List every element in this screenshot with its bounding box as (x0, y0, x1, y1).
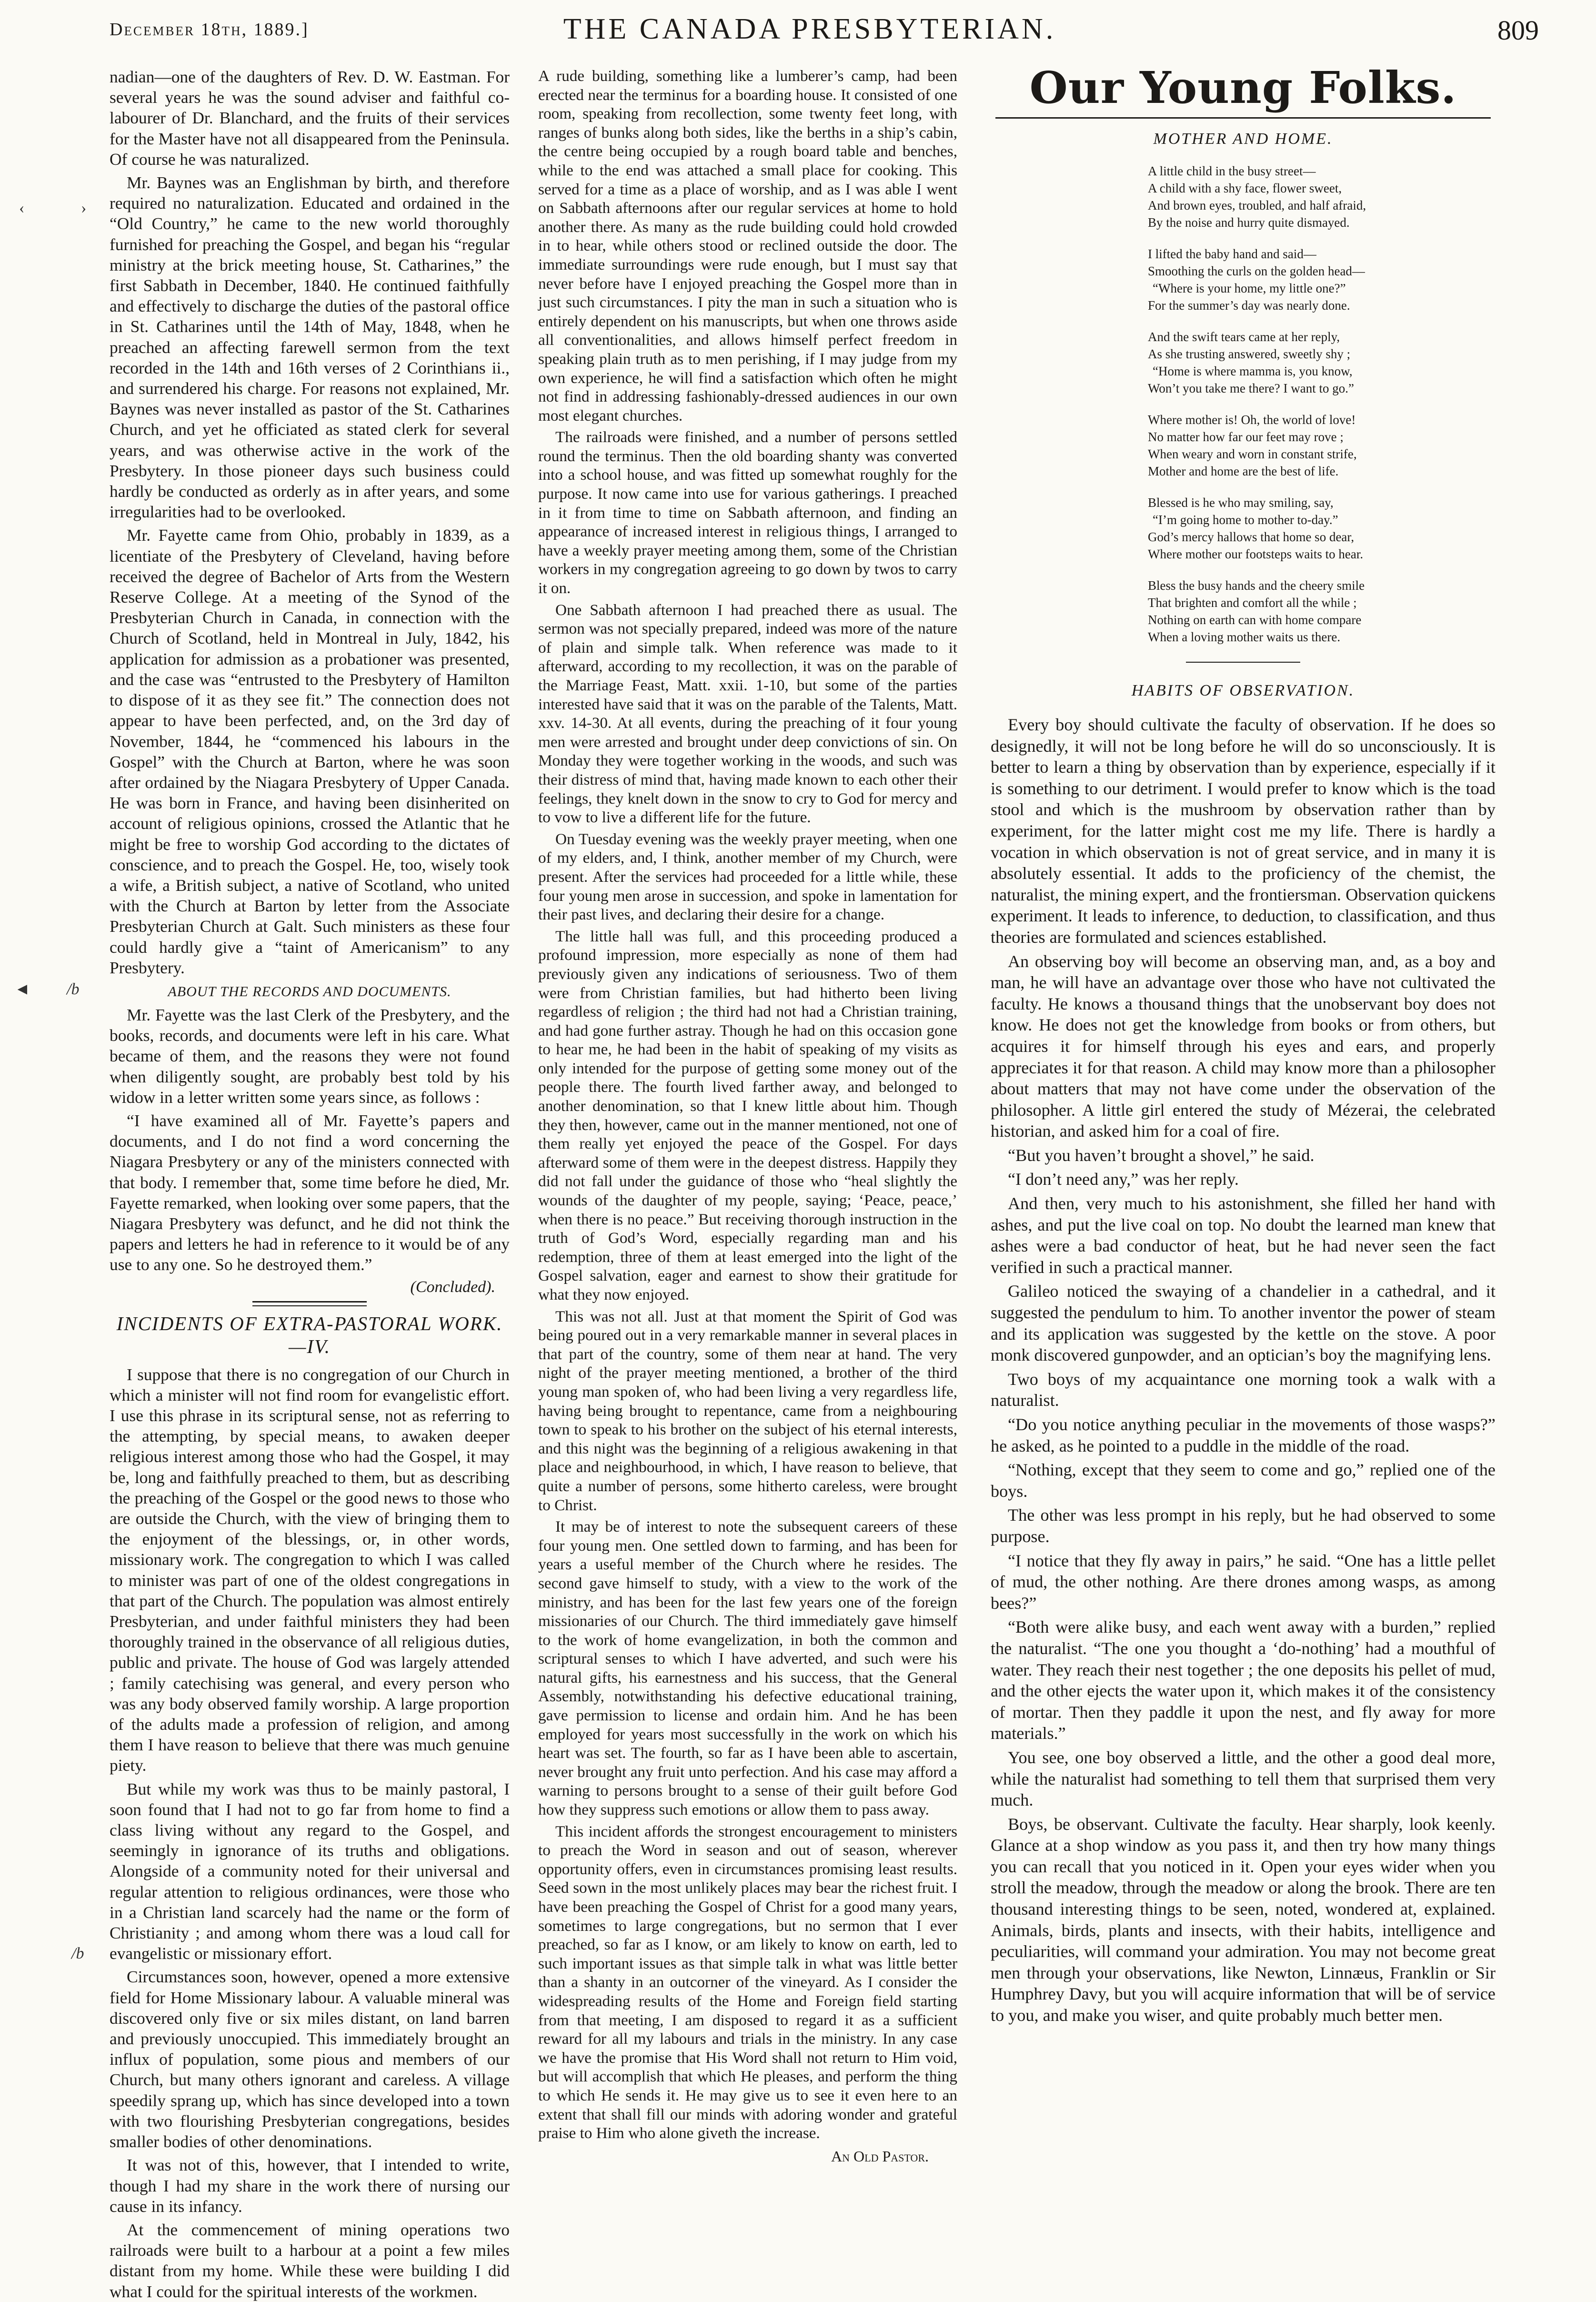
poem-stanza (1148, 577, 1481, 646)
poem-line: And brown eyes, troubled, and half afraid, (1148, 198, 1366, 212)
poem-line: By the noise and hurry quite dismayed. (1148, 215, 1350, 230)
poem-line: A little child in the busy street— (1148, 164, 1316, 178)
poem-line: Where mother our footsteps waits to hear. (1148, 547, 1364, 561)
page-header (0, 0, 1596, 57)
poem-line: As she trusting answered, sweetly shy ; (1148, 347, 1351, 361)
paragraph: And then, very much to his astonishment, she filled her hand with ashes, and put the live coal on top. No doubt the learned man knew that ashes were a bad conductor of heat, but he had never seen the fact verified in such a practical manner. (991, 1194, 1496, 1277)
margin-arrow-mark: ◄ (14, 980, 30, 998)
paragraph: The little hall was full, and this proceeding produced a profound impression, more especially as none of them had previously given any indications of seriousness. Two of them were from Christian families, but had hitherto been living regardless of religion ; the third had not had a Christian training, and had gone further astray. Though he had on this occasion gone to hear me, he had been in the habit of speaking of my visits as only intended for the purpose of getting some money out of the people there. The fourth lived farther away, and belonged to another denomination, so that I knew little about him. Though they then, however, came out in the manner mentioned, not one of them really yet enjoyed the peace of the Gospel. For days afterward some of them were in the deepest distress. Happily they did not fall under the guidance of those who “heal slightly the wounds of the daughter of my people, saying; ‘Peace, peace,’ when there is no peace.” But receiving thorough instruction in the truth of God’s Word, especially regarding man and his redemption, three of them at least emerged into the light of the Gospel salvation, eager and earnest to show their gratitude for what they now enjoyed. (538, 927, 957, 1303)
column-middle (538, 67, 957, 2165)
paragraph: “Nothing, except that they seem to come and go,” replied one of the boys. (991, 1460, 1496, 1501)
poem-line: Smoothing the curls on the golden head— (1148, 264, 1365, 278)
paragraph: On Tuesday evening was the weekly prayer meeting, when one of my elders, and, I think, another member of my Church, were present. After the services had proceeded for a little while, these four young men arose in succession, and spoke in lamentation for their past lives, and declaring their desire for a change. (538, 830, 957, 924)
paragraph: nadian—one of the daughters of Rev. D. W. Eastman. For several years he was the sound adviser and faithful co-labourer of Dr. Blanchard, and the fruits of their services for the Master have not all disappeared from the Peninsula. Of course he was naturalized. (110, 67, 510, 169)
paragraph: You see, one boy observed a little, and the other a good deal more, while the naturalist had something to tell them that surprised them very much. (991, 1747, 1496, 1810)
paragraph: Circumstances soon, however, opened a more extensive field for Home Missionary labour. A valuable mineral was discovered only five or six miles distant, on land barren and previously unoccupied. This immediately brought an influx of population, some pious and members of our Church, but many others ignorant and careless. A village speedily sprang up, which has since developed into a town with two flourishing Presbyterian congregations, besides smaller bodies of other denominations. (110, 1967, 510, 2151)
author-signature: An Old Pastor. (831, 2147, 929, 2165)
divider-rule (1186, 662, 1300, 663)
paragraph: “Do you notice anything peculiar in the movements of those wasps?” he asked, as he pointed to a puddle in the middle of the road. (991, 1415, 1496, 1455)
poem-stanza (1148, 411, 1481, 480)
paragraph: Mr. Fayette was the last Clerk of the Presbytery, and the books, records, and documents were left in his care. What became of them, and the reasons they were not found when diligently sought, are probably best told by his widow in a letter written some years since, as follows : (110, 1005, 510, 1107)
margin-mark: /b (67, 980, 80, 998)
poem-line: That brighten and comfort all the while ; (1148, 596, 1357, 610)
paragraph: Mr. Baynes was an Englishman by birth, and therefore required no naturalization. Educated and ordained in the “Old Country,” he came to the new world thoroughly furnished for preaching the Gospel, and began his “regular ministry at the brick meeting house, St. Catharines,” the first Sabbath in December, 1840. He continued faithfully and effectively to discharge the duties of the pastoral office in St. Catharines until the 14th of May, 1848, when he preached an affecting farewell sermon from the text recorded in the 14th and 16th verses of 2 Corinthians ii., and surrendered his charge. For reasons not explained, Mr. Baynes was never installed as pastor of the St. Catharines Church, and yet he officiated as stated clerk for several years, and was otherwise active in the work of the Presbytery. In those pioneer days such business could hardly be conducted as orderly as in after years, and some irregularities had to be overlooked. (110, 173, 510, 522)
paragraph: It may be of interest to note the subsequent careers of these four young men. One settled down to farming, and has been for years a useful member of the Church where he resides. The second gave himself to study, with a view to the work of the ministry, and has been for the last few years one of the foreign missionaries of our Church. The third immediately gave himself to the work of home evangelization, in both the common and scriptural senses to which I have adverted, and such were his natural gifts, his earnestness and his success, that the General Assembly, notwithstanding his defective educational training, gave permission to license and ordain him. And he has been employed for years most successfully in the work on which his heart was set. The fourth, so far as I have been able to ascertain, never brought any fruit unto perfection. And his case may afford a warning to persons brought to a sense of their guilt before God how they suppress such emotions or allow them to pass away. (538, 1518, 957, 1819)
poem-stanza (1148, 494, 1481, 563)
poem-line: “Home is where mamma is, you know, (1153, 364, 1353, 378)
paragraph: “But you haven’t brought a shovel,” he said. (1008, 1145, 1315, 1165)
poem-line: For the summer’s day was nearly done. (1148, 298, 1350, 313)
poem-line: And the swift tears came at her reply, (1148, 330, 1340, 344)
article-title: HABITS OF OBSERVATION. (1131, 682, 1355, 699)
margin-mark: ‹ (19, 199, 25, 217)
poem-stanza (1148, 328, 1481, 397)
paragraph: One Sabbath afternoon I had preached there as usual. The sermon was not specially prepared, indeed was more of the nature of plain and simple talk. When reference was made to it afterward, according to my recollection, it was on the parable of the Marriage Feast, Matt. xxii. 1-10, but some of the parties interested have said that it was on the parable of the Talents, Matt. xxv. 14-30. At all events, during the preaching of it four young men were arrested and brought under deep convictions of sin. On Monday they were together working in the woods, and such was their distress of mind that, having made known to each other their feelings, they knelt down in the snow to cry to God for mercy and to vow to live a different life for the future. (538, 601, 957, 827)
divider-rule (252, 1305, 367, 1306)
paragraph: Boys, be observant. Cultivate the faculty. Hear sharply, look keenly. Glance at a shop window as you pass it, and then try how many things you can recall that you noticed in it. Open your eyes wider when you stroll the meadow, through the meadow or along the brook. There are ten thousand interesting things to be seen, noted, wondered at, explained. Animals, birds, plants and insects, with their habits, intelligence and peculiarities, will command your admiration. You may not become great men through your observations, like Newton, Linnæus, Franklin or Sir Humphrey Davy, but you will acquire information that will be of service to you, and make you wiser, and quite probably much better men. (991, 1814, 1496, 2025)
poem-line: I lifted the baby hand and said— (1148, 247, 1316, 261)
paragraph: An observing boy will become an observing man, and, as a boy and man, he will have an advantage over those who have not cultivated the faculty. He knows a thousand things that the unobservant boy does not know. He does not get the knowledge from books or from others, but acquires it for himself through his eyes and ears, and properly appreciates it for that reason. A child may know more than a philosopher about matters that may not have come under the observation of the philosopher. A little girl entered the study of Mézerai, the celebrated historian, and asked him for a coal of fire. (991, 951, 1496, 1141)
margin-mark: › (81, 199, 87, 217)
poem-line: God’s mercy hallows that home so dear, (1148, 530, 1355, 544)
paragraph: “Both were alike busy, and each went away with a burden,” replied the naturalist. “The one you thought a ‘do-nothing’ had a mouthful of water. They reach their nest together ; the one deposits his pellet of mud, and the other ejects the water upon it, which makes it of the consistency of mortar. Then they paddle it upon the nest, and fly away for more materials.” (991, 1617, 1496, 1743)
poem-line: Nothing on earth can with home compare (1148, 613, 1362, 627)
paragraph: “I notice that they fly away in pairs,” he said. “One has a little pellet of mud, the other nothing. Are there drones among wasps, as among bees?” (991, 1551, 1496, 1613)
divider-rule (995, 117, 1491, 119)
poem-line: No matter how far our feet may rove ; (1148, 430, 1344, 444)
paragraph: Mr. Fayette came from Ohio, probably in 1839, as a licentiate of the Presbytery of Cleveland, having before received the degree of Bachelor of Arts from the Western Reserve College. At a meeting of the Synod of the Presbyterian Church in Canada, in connection with the Church of Scotland, held in Montreal in July, 1842, his application for admission as a probationer was presented, and the case was “entrusted to the Presbytery of Hamilton to dispose of it as they see fit.” The connection does not appear to have been perfected, and, on the 3rd day of November, 1844, he “commenced his labours in the Gospel” with the Church at Barton, where he was soon after ordained by the Niagara Presbytery of Upper Canada. He was born in France, and having been disinherited on account of religious opinions, crossed the Atlantic that he might be free to worship God according to the dictates of conscience, and to preach the Gospel. He, too, wisely took a wife, a British subject, a native of Scotland, who united with the Church at Barton by letter from the Associate Presbyterian Church at Galt. Such ministers as these four could hardly give a “taint of Americanism” to any Presbytery. (110, 525, 510, 977)
poem-line: When a loving mother waits us there. (1148, 630, 1341, 644)
paragraph: Two boys of my acquaintance one morning took a walk with a naturalist. (991, 1369, 1496, 1410)
column-left (110, 67, 510, 2301)
paragraph: A rude building, something like a lumberer’s camp, had been erected near the terminus for a boarding house. It consisted of one room, speaking from recollection, some twenty feet long, with ranges of bunks along both sides, like the berths in a ship’s cabin, the centre being occupied by a rough board table and benches, while to the end was attached a small place for cooking. This served for a time as a place of worship, and as I was able I went on Sabbath afternoons after our regular services at home to hold another there. As many as the rude building could hold crowded in to hear, while others stood or reclined outside the door. The immediate surroundings were rude enough, but I must say that never before have I enjoyed preaching the Gospel more than in just such circumstances. I pity the man in such a situation who is entirely dependent on his manuscripts, but when one throws aside all conventionalities, and allows himself perfect freedom in speaking plain truth as to men perishing, if I may judge from my own experience, he will find a satisfaction which often he might not find in addressing fashionably-dressed audiences in our own most elegant churches. (538, 67, 957, 424)
feature-title: Our Young Folks. (1029, 62, 1457, 113)
concluded-note: (Concluded). (410, 1278, 495, 1296)
paragraph: The other was less prompt in his reply, but he had observed to some purpose. (991, 1505, 1496, 1546)
paragraph: This incident affords the strongest encouragement to ministers to preach the Word in season and out of season, wherever opportunity offers, even in circumstances promising least results. Seed sown in the most unlikely places may bear the richest fruit. I have been preaching the Gospel of Christ for a good many years, sometimes to large congregations, but no sermon that I ever preached, so far as I know, or am likely to know on earth, led to such important issues as that simple talk in what was little better than a shanty in an outcorner of the vineyard. As I consider the widespreading results of the Home and Foreign field starting from that meeting, I am disposed to regard it as a sufficient reward for all my labours and trials in the ministry. In any case we have the promise that His Word shall not return to Him void, but will accomplish that which He pleases, and perform the thing to which He sends it. He may give us to see it even here to an extent that shall fill our minds with adoring wonder and grateful praise to Him who alone giveth the increase. (538, 1822, 957, 2142)
paragraph: “I don’t need any,” was her reply. (1008, 1170, 1239, 1189)
poem-line: Blessed is he who may smiling, say, (1148, 495, 1334, 510)
paragraph: At the commencement of mining operations two railroads were built to a harbour at a point a few miles distant from my home. While these were building I did what I could for the spiritual interests of the workmen. (110, 2220, 510, 2301)
poem-stanza (1148, 162, 1481, 231)
newspaper-title: THE CANADA PRESBYTERIAN. (563, 13, 1056, 45)
poem-line: Mother and home are the best of life. (1148, 464, 1339, 478)
poem-line: “Where is your home, my little one?” (1153, 281, 1346, 295)
poem-line: “I’m going home to mother to-day.” (1153, 513, 1338, 527)
poem (1148, 162, 1481, 646)
divider-rule (252, 1301, 367, 1302)
margin-mark: /b (71, 1945, 84, 1962)
paragraph: Every boy should cultivate the faculty of observation. If he does so designedly, it will not be long before he will do so unconsciously. It is better to learn a thing by observation than by experience, especially if it is something to our detriment. I would prefer to know which is the toad stool and which is the mushroom by observation rather than by experiment, for the latter might cost me my life. There is hardly a vocation in which observation is not of great service, and in many it is absolutely essential. It adds to the proficiency of the chemist, the naturalist, the mining expert, and the frontiersman. Observation quickens experiment. It leads to inference, to deduction, to classification, and thus theories are formulated and sciences established. (991, 715, 1496, 947)
poem-line: A child with a shy face, flower sweet, (1148, 181, 1342, 195)
page-number: 809 (1497, 15, 1539, 46)
issue-date: December 18th, 1889.] (110, 20, 309, 40)
paragraph: I suppose that there is no congregation of our Church in which a minister will not find room for evangelistic effort. I use this phrase in its scriptural sense, not as referring to the attempting, by special means, to awaken deeper religious interest among those who had the Gospel, it may be, long and faithfully preached to them, but as describing the preaching of the Gospel or the good news to those who are outside the Church, with the view of bringing them to the enjoyment of the blessings, or, in other words, missionary work. The congregation to which I was called to minister was part of one of the oldest congregations in that part of the Church. The population was almost entirely Presbyterian, and under faithful ministers they had been thoroughly trained in the observance of all religious duties, public and private. The house of God was largely attended ; family catechising was general, and every person who was any body observed family worship. A large proportion of the adults made a profession of religion, and among them I have reason to believe that there was much genuine piety. (110, 1364, 510, 1775)
poem-line: Won’t you take me there? I want to go.” (1148, 381, 1354, 395)
poem-line: Bless the busy hands and the cheery smile (1148, 578, 1365, 593)
paragraph: Galileo noticed the swaying of a chandelier in a cathedral, and it suggested the pendulum to him. To another inventor the power of steam and its application was suggested by the kettle on the stove. A poor monk discovered gunpowder, and an optician’s boy the magnifying lens. (991, 1282, 1496, 1365)
paragraph: It was not of this, however, that I intended to write, though I had my share in the work there of nursing our cause in its infancy. (110, 2155, 510, 2216)
poem-stanza (1148, 245, 1481, 314)
poem-line: When weary and worn in constant strife, (1148, 447, 1357, 461)
poem-line: Where mother is! Oh, the world of love! (1148, 413, 1356, 427)
section-subhead: ABOUT THE RECORDS AND DOCUMENTS. (168, 983, 452, 1000)
poem-title: MOTHER AND HOME. (1153, 130, 1333, 148)
paragraph: But while my work was thus to be mainly pastoral, I soon found that I had not to go far from home to find a class living without any regard to the Gospel, and seemingly in ignorance of its truths and obligations. Alongside of a community noted for their universal and regular attention to religious ordinances, were those who in a Christian land scarcely had the name or the form of Christianity ; and among whom there was a loud call for evangelistic or missionary effort. (110, 1779, 510, 1963)
article-title: INCIDENTS OF EXTRA-PASTORAL WORK.—IV. (116, 1312, 503, 1357)
paragraph: This was not all. Just at that moment the Spirit of God was being poured out in a very remarkable manner in several places in that part of the country, some of them near at hand. The very night of the prayer meeting mentioned, a brother of the third young man spoken of, who had been living a very regardless life, having being brought to repentance, came from a neighbouring town to speak to his brother on the subject of his eternal interests, and this night was the beginning of a religious awakening in that place and neighbourhood, in which, I have reason to believe, that quite a number of persons, some hitherto careless, were brought to Christ. (538, 1307, 957, 1514)
quoted-letter: “I have examined all of Mr. Fayette’s papers and documents, and I do not find a word concerning the Niagara Presbytery or any of the ministers connected with that body. I remember that, some time before he died, Mr. Fayette remarked, when looking over some papers, that the Niagara Presbytery was defunct, and he did not think the papers and letters he had in reference to it would be of any use to any one. So he destroyed them.” (110, 1111, 510, 1274)
paragraph: The railroads were finished, and a number of persons settled round the terminus. Then the old boarding shanty was converted into a school house, and was fitted up somewhat roughly for the purpose. It now came into use for various gatherings. I preached in it from time to time on Sabbath afternoon, and finding an appearance of increased interest in religious things, I arranged to have a weekly prayer meeting among them, some of the Christian workers in my congregation agreeing to go down by twos to carry it on. (538, 428, 957, 597)
column-right (991, 62, 1496, 2153)
